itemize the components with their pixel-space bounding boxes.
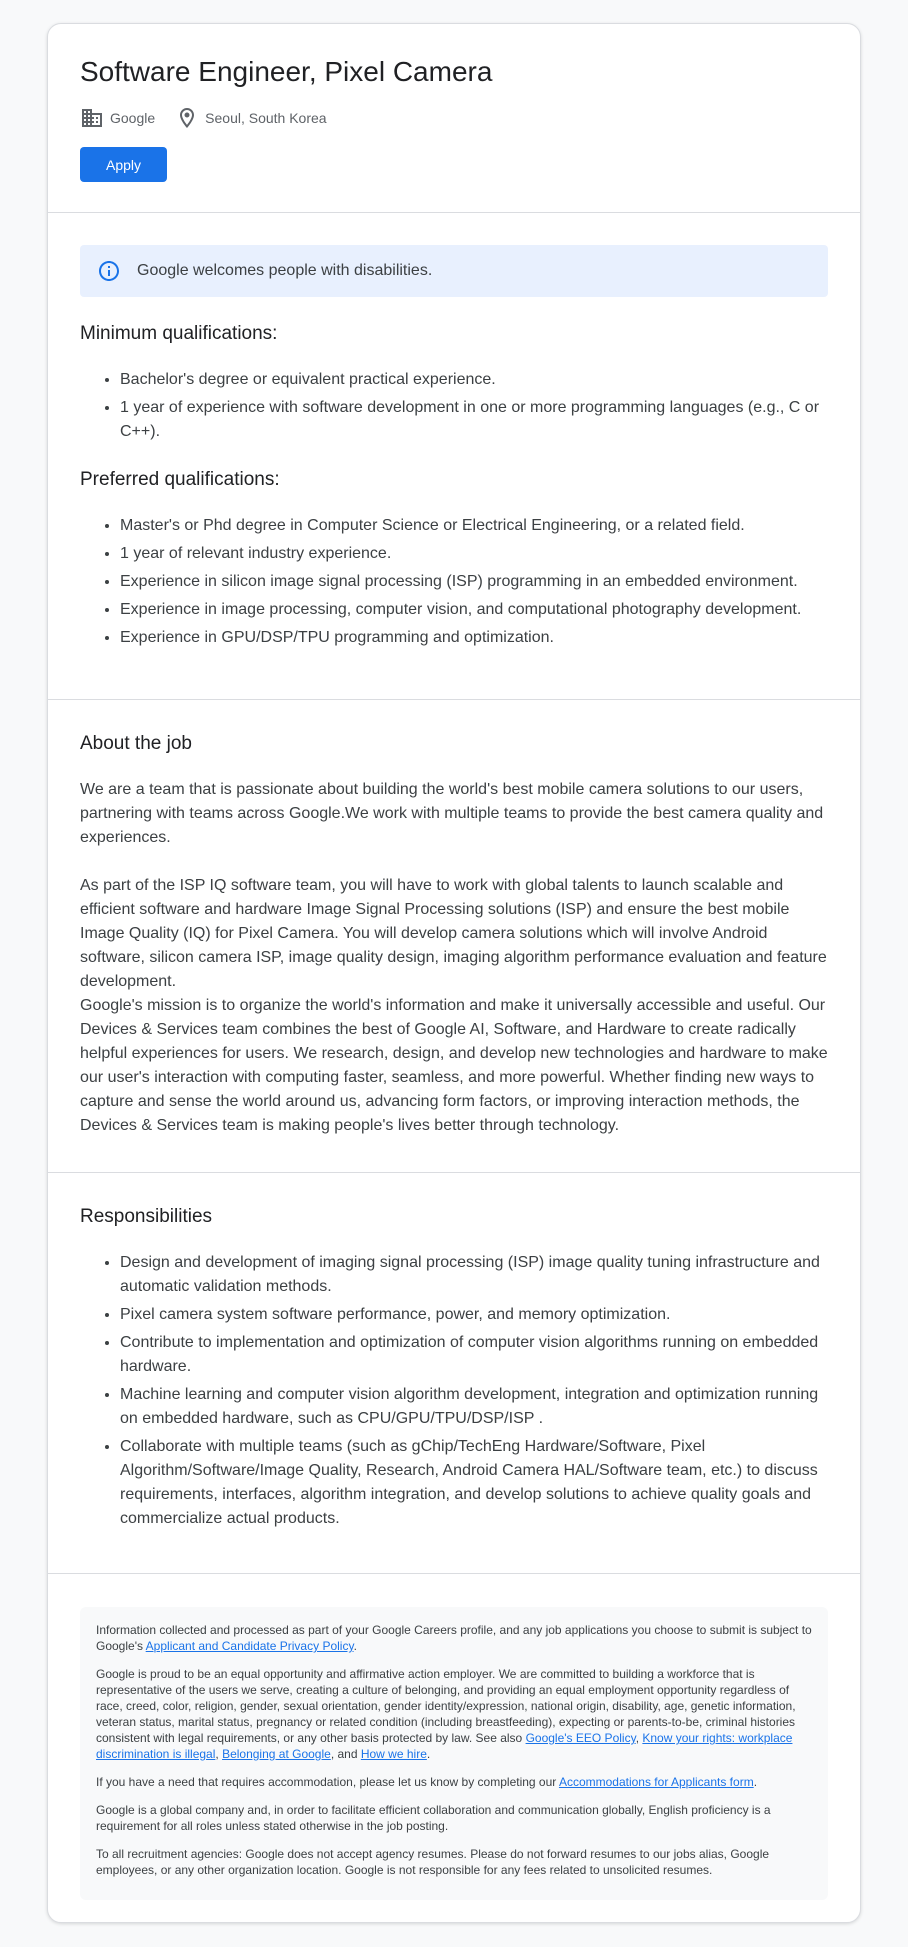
belonging-link[interactable]: Belonging at Google [222, 1747, 331, 1761]
list-item: • Master's or Phd degree in Computer Science or Electrical Engineering, or a related field. [120, 514, 828, 538]
about-paragraph-2: As part of the ISP IQ software team, you will have to work with global talents to launch scalable and efficient software and hardware Image Signal Processing solutions (ISP) and ensure the best mobile Image Quality (IQ) for Pixel Camera. You will develop camera solutions which will involve Android software, silicon camera ISP, image quality design, imaging algorithm performance evaluation and feature development. [80, 877, 827, 990]
company-info [80, 106, 155, 130]
job-title: Software Engineer, Pixel Camera [80, 56, 493, 87]
how-we-hire-link[interactable]: How we hire [360, 1747, 427, 1761]
about-paragraph-1: We are a team that is passionate about building the world's best mobile camera solutions to our users, partnering with teams across Google.We work with multiple teams to provide the best camera quality and experiences. [80, 781, 824, 846]
list-item: • Bachelor's degree or equivalent practical experience. [120, 368, 828, 392]
list-item: • Pixel camera system software performance, power, and memory optimization. [120, 1303, 828, 1327]
know-your-rights-link[interactable]: Know your rights: workplace discrimination is illegal [96, 1731, 793, 1761]
accommodation-text: If you have a need that requires accommodation, please let us know by completing our [96, 1775, 559, 1789]
privacy-text: Information collected and processed as part of your Google Careers profile, and any job applications you choose to submit is subject to Google's [96, 1623, 812, 1653]
location-pin-icon [175, 106, 199, 130]
privacy-policy-link[interactable]: Applicant and Candidate Privacy Policy [145, 1639, 354, 1653]
eeo-policy-link[interactable]: Google's EEO Policy [525, 1731, 636, 1745]
about-section [48, 700, 860, 1173]
min-quals-list [80, 368, 828, 444]
list-item: • 1 year of relevant industry experience. [120, 542, 828, 566]
qualifications-section [48, 213, 860, 700]
separator: , [635, 1731, 643, 1745]
pref-quals-heading: Preferred qualifications: [80, 469, 280, 490]
list-item: • Contribute to implementation and optimization of computer vision algorithms running on embedded hardware. [120, 1331, 828, 1379]
accommodations-form-link[interactable]: Accommodations for Applicants form [558, 1775, 754, 1789]
list-item: • Machine learning and computer vision algorithm development, integration and optimization running on embedded hardware, such as CPU/GPU/TPU/DSP/ISP . [120, 1383, 828, 1431]
about-paragraph-3: Google's mission is to organize the world's information and make it universally accessible and useful. Our Devices & Services team combines the best of Google AI, Software, and Hardware to create radically helpful experiences for users. We research, design, and develop new technologies and hardware to make our user's interaction with computing faster, seamless, and more powerful. Whether finding new ways to capture and sense the world around us, advancing form factors, or improving interaction methods, the Devices & Services team is making people's lives better through technology. [80, 997, 828, 1134]
responsibilities-section [48, 1173, 860, 1574]
accessibility-notice [80, 245, 828, 297]
separator: , and [330, 1747, 361, 1761]
responsibilities-list [80, 1251, 828, 1531]
building-icon [80, 106, 104, 130]
job-card [47, 23, 861, 1923]
eeo-paragraph [96, 1666, 812, 1762]
job-header [48, 24, 860, 213]
english-proficiency-paragraph: Google is a global company and, in order to facilitate efficient collaboration and communication globally, English proficiency is a requirement for all roles unless stated otherwise in the job posting. [96, 1803, 771, 1833]
pref-quals-list [80, 514, 828, 650]
about-heading: About the job [80, 733, 192, 754]
punctuation: . [753, 1775, 758, 1789]
responsibilities-heading: Responsibilities [80, 1206, 213, 1227]
accommodation-paragraph [96, 1774, 812, 1790]
list-item: • Experience in silicon image signal processing (ISP) programming in an embedded environment. [120, 570, 828, 594]
list-item: • Experience in GPU/DSP/TPU programming and optimization. [120, 626, 828, 650]
agency-paragraph: To all recruitment agencies: Google does not accept agency resumes. Please do not forward resumes to our jobs alias, Google employees, or any other organization location. Google is not responsible for any fees related to unsolicited resumes. [96, 1847, 770, 1877]
list-item: • Collaborate with multiple teams (such as gChip/TechEng Hardware/Software, Pixel Algorithm/Software/Image Quality, Research, Android Camera HAL/Software team, etc.) to discuss requirements, interfaces, algorithm integration, and develop solutions to achieve quality goals and commercialize actual products. [120, 1435, 828, 1531]
legal-disclaimer [80, 1607, 828, 1900]
privacy-paragraph [96, 1622, 812, 1654]
min-quals-heading: Minimum qualifications: [80, 323, 278, 344]
eeo-text: Google is proud to be an equal opportunity and affirmative action employer. We are committed to building a workforce that is representative of the users we serve, creating a culture of belonging, and providing an equal employment opportunity regardless of race, creed, color, religion, gender, sexual orientation, gender identity/expression, national origin, disability, age, genetic information, veteran status, marital status, pregnancy or related condition (including breastfeeding), expecting or parents-to-be, criminal histories consistent with legal requirements, or any other basis protected by law. See also [96, 1667, 796, 1745]
info-icon [97, 259, 121, 283]
punctuation: . [426, 1747, 431, 1761]
separator: , [215, 1747, 223, 1761]
job-meta [80, 106, 828, 130]
apply-button[interactable]: Apply [80, 147, 167, 182]
location-info [175, 106, 326, 130]
list-item: • Experience in image processing, computer vision, and computational photography development. [120, 598, 828, 622]
list-item: • Design and development of imaging signal processing (ISP) image quality tuning infrastructure and automatic validation methods. [120, 1251, 828, 1299]
list-item: • 1 year of experience with software development in one or more programming languages (e.g., C or C++). [120, 396, 828, 444]
company-name: Google [110, 110, 156, 126]
location-name: Seoul, South Korea [205, 110, 327, 126]
notice-text: Google welcomes people with disabilities. [137, 262, 433, 279]
punctuation: . [353, 1639, 357, 1653]
